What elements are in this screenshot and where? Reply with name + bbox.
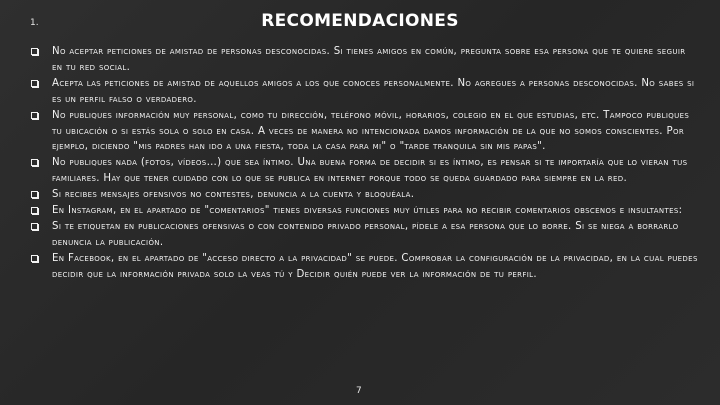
list-item xyxy=(30,155,698,187)
slide-title: RECOMENDACIONES xyxy=(261,11,459,31)
list-item xyxy=(30,219,698,251)
recommendations-list xyxy=(30,44,698,283)
list-item xyxy=(30,187,698,203)
checkbox-bullet-icon xyxy=(31,80,38,87)
checkbox-bullet-icon xyxy=(31,159,38,166)
list-item xyxy=(30,76,698,108)
checkbox-bullet-icon xyxy=(31,255,38,262)
list-item-text: Si recibes mensajes ofensivos no contestes, denuncia a la cuenta y bloquéala. xyxy=(52,189,415,201)
list-item-text: Acepta las peticiones de amistad de aquellos amigos a los que conoces personalmente. No agregues a personas desconocidas. No sabes si es un perfil falso o verdadero. xyxy=(52,77,695,105)
slide-number: 1. xyxy=(30,18,39,28)
list-item-text: En Instagram, en el apartado de "comentarios" tienes diversas funciones muy útiles para no recibir comentarios obscenos e insultantes: xyxy=(52,205,683,217)
list-item xyxy=(30,203,698,219)
list-item xyxy=(30,108,698,156)
checkbox-bullet-icon xyxy=(31,223,38,230)
list-item xyxy=(30,251,698,283)
checkbox-bullet-icon xyxy=(31,48,38,55)
checkbox-bullet-icon xyxy=(31,112,38,119)
list-item-text: Si te etiquetan en publicaciones ofensivas o con contenido privado personal, pídele a esa persona que lo borre. Si se niega a borrarlo denuncia la publicación. xyxy=(52,220,679,248)
list-item-text: No publiques nada (fotos, vídeos…) que sea íntimo. Una buena forma de decidir si es íntimo, es pensar si te importaría que lo vieran tus familiares. Hay que tener cuidado con lo que se publica en internet porque todo se queda guardado para siempre en la red. xyxy=(52,157,688,185)
list-item-text: No publiques información muy personal, como tu dirección, teléfono móvil, horarios, colegio en el que estudias, etc. Tampoco publiques tu ubicación o si estás sola o solo en casa. A veces de manera no intencionada damos información de la que no somos conscientes. Por ejemplo, diciendo "mis padres han ido a una fiesta, toda la casa para mi" o "tarde tranquila sin mis papas". xyxy=(52,109,690,153)
page-number: 7 xyxy=(356,386,362,396)
list-item-text: No aceptar peticiones de amistad de personas desconocidas. Si tienes amigos en común, pregunta sobre esa persona que te quiere seguir en tu red social. xyxy=(52,46,686,73)
list-item xyxy=(30,44,698,76)
list-item-text: En Facebook, en el apartado de "acceso directo a la privacidad" se puede. Comprobar la configuración de la privacidad, en la cual puedes decidir que la información privada solo la veas tú y Decidir quién puede ver la información de tu perfil. xyxy=(52,252,698,280)
checkbox-bullet-icon xyxy=(31,191,38,198)
checkbox-bullet-icon xyxy=(31,207,38,214)
